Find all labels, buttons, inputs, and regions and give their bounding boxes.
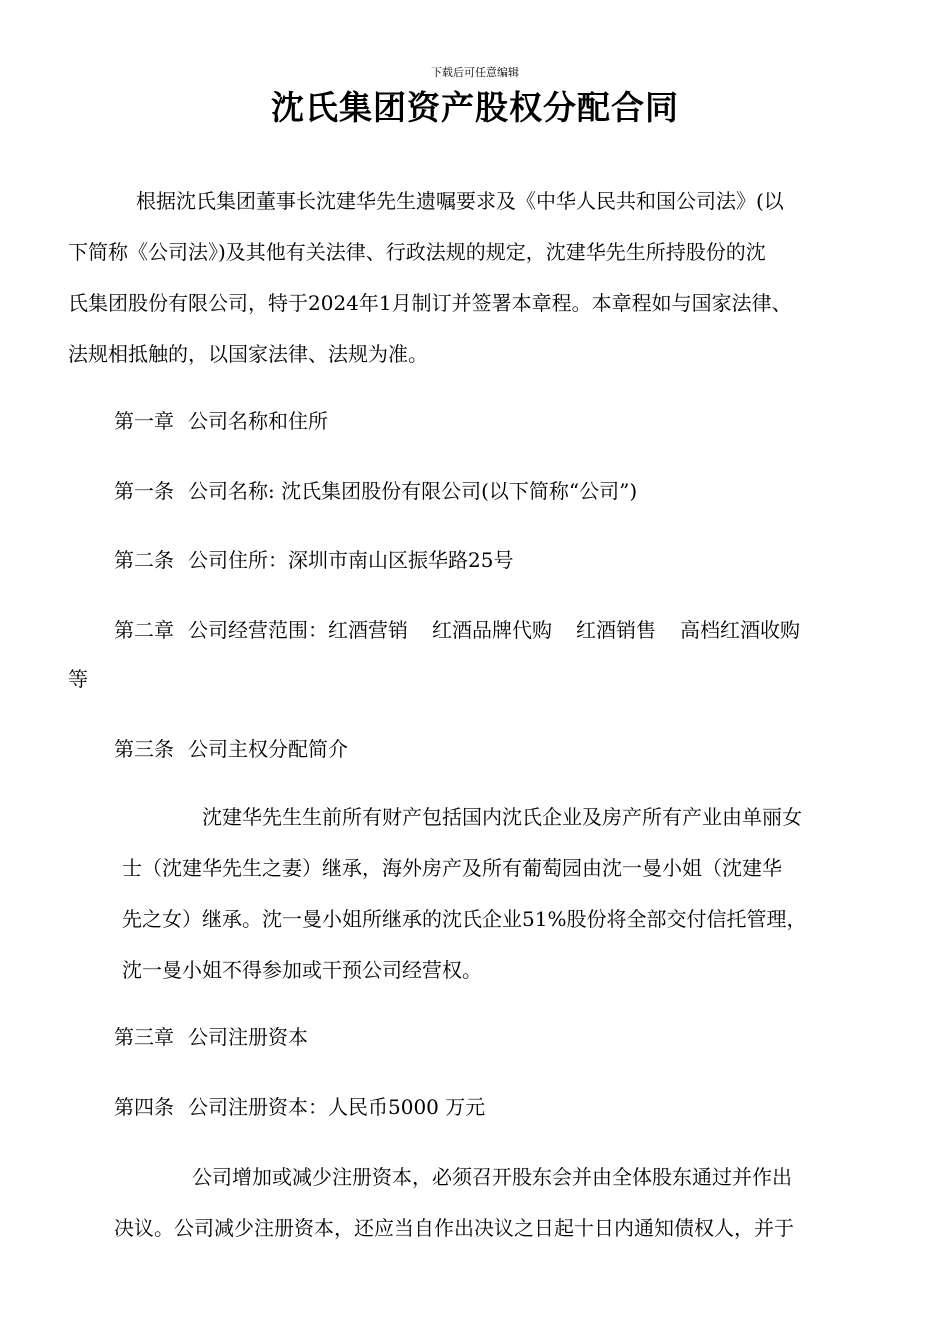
article-text: 公司名称: 沈氏集团股份有限公司(以下简称“公司”) bbox=[188, 479, 638, 503]
preamble-line: 下简称《公司法》)及其他有关法律、行政法规的规定，沈建华先生所持股份的沈 bbox=[68, 240, 766, 264]
chapter-number: 第二章 bbox=[114, 618, 174, 642]
body-line: 公司增加或减少注册资本，必须召开股东会并由全体股东通过并作出 bbox=[192, 1165, 792, 1189]
document-title: 沈氏集团资产股权分配合同 bbox=[271, 88, 679, 127]
preamble-paragraph bbox=[68, 176, 792, 380]
business-scope-label: 公司经营范围： bbox=[188, 618, 328, 642]
chapter-2-wrap: 等 bbox=[68, 667, 88, 691]
chapter-number: 第三章 bbox=[114, 1025, 174, 1049]
chapter-1-heading bbox=[114, 406, 328, 436]
article-2 bbox=[114, 545, 513, 575]
preamble-line: 氏集团股份有限公司，特于2024年1月制订并签署本章程。本章程如与国家法律、 bbox=[68, 291, 792, 315]
article-1 bbox=[114, 476, 637, 506]
article-3 bbox=[114, 734, 348, 764]
business-scope-item: 红酒销售 bbox=[576, 618, 656, 642]
body-line: 士（沈建华先生之妻）继承，海外房产及所有葡萄园由沈一曼小姐（沈建华 bbox=[122, 856, 782, 880]
article-text: 公司住所：深圳市南山区振华路25号 bbox=[188, 548, 514, 572]
header-note: 下载后可任意编辑 bbox=[431, 66, 519, 79]
chapter-title: 公司注册资本 bbox=[188, 1025, 308, 1049]
article-text: 公司主权分配简介 bbox=[188, 737, 348, 761]
business-scope-item: 高档红酒收购 bbox=[680, 618, 800, 642]
body-line: 沈建华先生生前所有财产包括国内沈氏企业及房产所有产业由单丽女 bbox=[202, 805, 802, 829]
body-line: 决议。公司减少注册资本，还应当自作出决议之日起十日内通知债权人，并于 bbox=[114, 1216, 794, 1240]
article-number: 第四条 bbox=[114, 1095, 174, 1119]
article-number: 第一条 bbox=[114, 479, 174, 503]
chapter-title: 公司名称和住所 bbox=[188, 409, 328, 433]
business-scope-item: 红酒品牌代购 bbox=[432, 618, 552, 642]
preamble-line: 法规相抵触的，以国家法律、法规为准。 bbox=[68, 342, 428, 366]
article-3-body bbox=[122, 792, 806, 996]
business-scope-item: 红酒营销 bbox=[328, 618, 408, 642]
chapter-2-heading bbox=[114, 615, 800, 645]
article-number: 第二条 bbox=[114, 548, 174, 572]
chapter-number: 第一章 bbox=[114, 409, 174, 433]
chapter-3-heading bbox=[114, 1022, 308, 1052]
body-line: 沈一曼小姐不得参加或干预公司经营权。 bbox=[122, 958, 482, 982]
article-number: 第三条 bbox=[114, 737, 174, 761]
article-text: 公司注册资本：人民币5000 万元 bbox=[188, 1095, 486, 1119]
body-line: 先之女）继承。沈一曼小姐所继承的沈氏企业51%股份将全部交付信托管理， bbox=[122, 907, 807, 931]
article-4-body bbox=[114, 1152, 794, 1254]
preamble-line: 根据沈氏集团董事长沈建华先生遗嘱要求及《中华人民共和国公司法》(以 bbox=[136, 189, 784, 213]
article-4 bbox=[114, 1092, 485, 1122]
